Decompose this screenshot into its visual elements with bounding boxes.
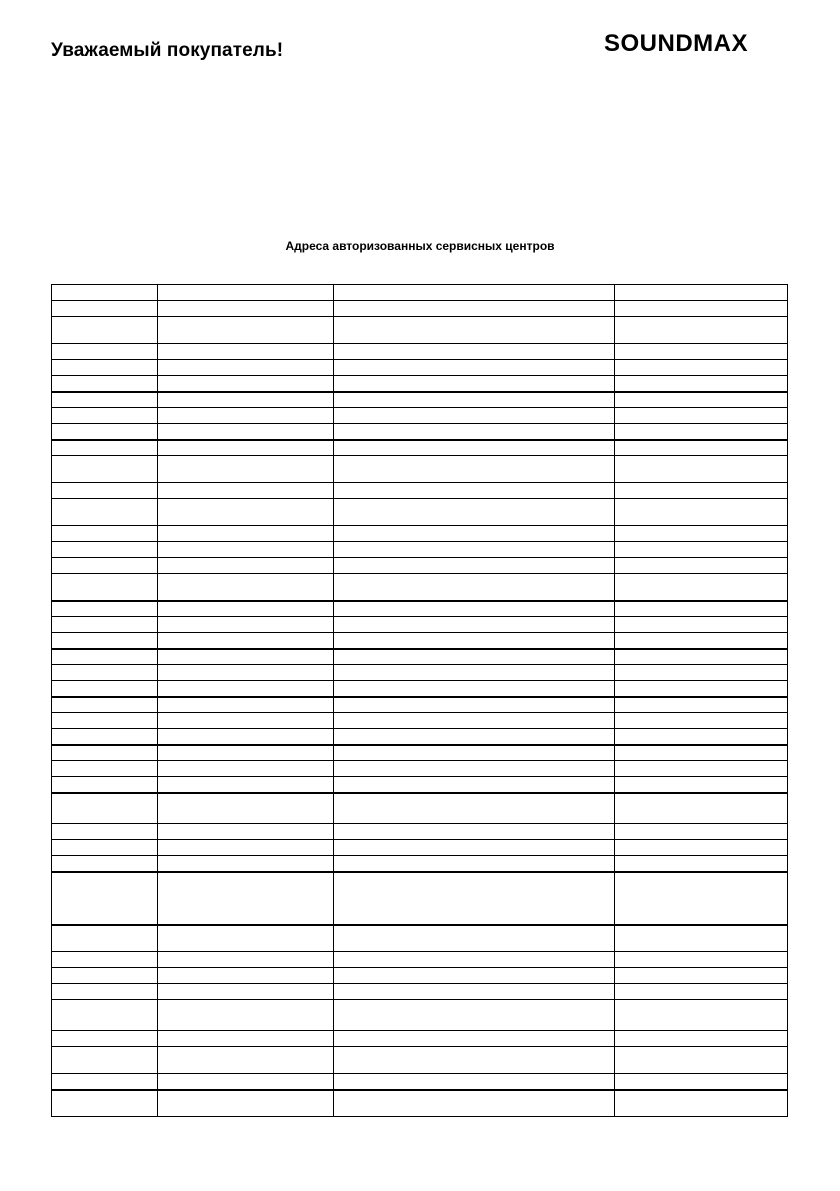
table-cell xyxy=(615,777,788,793)
table-row xyxy=(52,925,788,952)
table-cell xyxy=(615,761,788,777)
table-cell xyxy=(158,456,334,483)
table-cell xyxy=(52,301,158,317)
table-cell xyxy=(615,408,788,424)
table-cell xyxy=(158,968,334,984)
table-cell xyxy=(615,360,788,376)
table-row xyxy=(52,777,788,793)
table-cell xyxy=(52,440,158,456)
table-cell xyxy=(158,745,334,761)
table-cell xyxy=(615,745,788,761)
table-cell xyxy=(615,633,788,649)
brand-logo: SOUNDMAX xyxy=(604,30,749,57)
table-cell xyxy=(52,729,158,745)
table-row xyxy=(52,713,788,729)
table-cell xyxy=(334,574,615,601)
table-row xyxy=(52,697,788,713)
table-cell xyxy=(615,925,788,952)
table-cell xyxy=(334,824,615,840)
table-cell xyxy=(52,745,158,761)
table-cell xyxy=(158,713,334,729)
table-cell xyxy=(334,601,615,617)
table-cell xyxy=(334,872,615,925)
table-cell xyxy=(615,1047,788,1074)
table-cell xyxy=(158,681,334,697)
table-cell xyxy=(615,697,788,713)
table-cell xyxy=(52,456,158,483)
table-row xyxy=(52,729,788,745)
table-row xyxy=(52,793,788,824)
table-cell xyxy=(615,1074,788,1090)
table-cell xyxy=(334,558,615,574)
table-title: Адреса авторизованных сервисных центров xyxy=(285,239,555,253)
table-cell xyxy=(334,424,615,440)
table-cell xyxy=(615,872,788,925)
table-row xyxy=(52,1000,788,1031)
table-row xyxy=(52,558,788,574)
table-cell xyxy=(158,285,334,301)
table-cell xyxy=(52,1047,158,1074)
table-cell xyxy=(52,392,158,408)
table-row xyxy=(52,456,788,483)
page-greeting: Уважаемый покупатель! xyxy=(51,40,284,61)
table-cell xyxy=(52,824,158,840)
table-cell xyxy=(158,574,334,601)
table-cell xyxy=(334,793,615,824)
table-cell xyxy=(158,1074,334,1090)
table-cell xyxy=(334,317,615,344)
table-cell xyxy=(334,697,615,713)
table-row xyxy=(52,499,788,526)
table-cell xyxy=(615,984,788,1000)
table-cell xyxy=(615,617,788,633)
table-cell xyxy=(615,301,788,317)
table-cell xyxy=(52,761,158,777)
table-cell xyxy=(615,681,788,697)
table-cell xyxy=(158,649,334,665)
table-cell xyxy=(334,952,615,968)
table-cell xyxy=(615,1090,788,1117)
table-cell xyxy=(52,526,158,542)
table-cell xyxy=(158,665,334,681)
table-cell xyxy=(158,424,334,440)
table-cell xyxy=(158,952,334,968)
table-cell xyxy=(158,984,334,1000)
table-cell xyxy=(334,925,615,952)
table-cell xyxy=(334,984,615,1000)
table-row xyxy=(52,574,788,601)
table-cell xyxy=(158,793,334,824)
table-row xyxy=(52,1047,788,1074)
table-cell xyxy=(52,499,158,526)
table-cell xyxy=(334,633,615,649)
table-cell xyxy=(334,761,615,777)
table-cell xyxy=(615,729,788,745)
table-row xyxy=(52,649,788,665)
table-cell xyxy=(334,392,615,408)
table-cell xyxy=(334,1074,615,1090)
table-cell xyxy=(52,856,158,872)
table-cell xyxy=(615,483,788,499)
table-cell xyxy=(52,376,158,392)
table-cell xyxy=(158,408,334,424)
table-cell xyxy=(334,408,615,424)
table-cell xyxy=(52,285,158,301)
table-row xyxy=(52,633,788,649)
table-cell xyxy=(334,360,615,376)
table-cell xyxy=(158,499,334,526)
table-cell xyxy=(334,856,615,872)
table-cell xyxy=(158,761,334,777)
table-cell xyxy=(158,344,334,360)
table-row xyxy=(52,424,788,440)
table-cell xyxy=(158,617,334,633)
table-cell xyxy=(158,729,334,745)
table-cell xyxy=(334,649,615,665)
table-cell xyxy=(52,840,158,856)
table-cell xyxy=(52,1000,158,1031)
table-cell xyxy=(615,601,788,617)
table-cell xyxy=(158,856,334,872)
table-cell xyxy=(334,968,615,984)
table-cell xyxy=(158,824,334,840)
table-cell xyxy=(52,574,158,601)
table-cell xyxy=(615,793,788,824)
table-row xyxy=(52,526,788,542)
table-cell xyxy=(334,777,615,793)
table-cell xyxy=(52,317,158,344)
table-cell xyxy=(52,665,158,681)
table-row xyxy=(52,1090,788,1117)
table-cell xyxy=(158,317,334,344)
table-cell xyxy=(52,872,158,925)
table-cell xyxy=(158,1090,334,1117)
table-cell xyxy=(52,984,158,1000)
table-cell xyxy=(334,745,615,761)
table-cell xyxy=(158,376,334,392)
table-row xyxy=(52,483,788,499)
table-cell xyxy=(334,617,615,633)
table-cell xyxy=(334,440,615,456)
table-cell xyxy=(615,713,788,729)
table-cell xyxy=(334,681,615,697)
table-cell xyxy=(334,526,615,542)
table-cell xyxy=(158,925,334,952)
table-cell xyxy=(158,840,334,856)
table-cell xyxy=(52,483,158,499)
table-cell xyxy=(334,665,615,681)
table-cell xyxy=(615,1031,788,1047)
table-row xyxy=(52,968,788,984)
table-cell xyxy=(52,542,158,558)
table-row xyxy=(52,681,788,697)
table-cell xyxy=(52,713,158,729)
table-row xyxy=(52,617,788,633)
table-cell xyxy=(52,1090,158,1117)
table-cell xyxy=(334,840,615,856)
table-cell xyxy=(158,777,334,793)
table-cell xyxy=(615,526,788,542)
table-cell xyxy=(52,777,158,793)
table-cell xyxy=(615,285,788,301)
table-row xyxy=(52,665,788,681)
table-cell xyxy=(334,301,615,317)
table-row xyxy=(52,317,788,344)
table-row xyxy=(52,1074,788,1090)
table-cell xyxy=(615,1000,788,1031)
table-row xyxy=(52,301,788,317)
table-cell xyxy=(158,1000,334,1031)
table-row xyxy=(52,360,788,376)
table-cell xyxy=(52,360,158,376)
table-row xyxy=(52,344,788,360)
table-cell xyxy=(334,499,615,526)
table-row xyxy=(52,542,788,558)
table-cell xyxy=(52,633,158,649)
table-cell xyxy=(158,697,334,713)
table-row xyxy=(52,285,788,301)
table-cell xyxy=(615,499,788,526)
table-row xyxy=(52,952,788,968)
table-cell xyxy=(52,968,158,984)
table-row xyxy=(52,824,788,840)
table-cell xyxy=(158,872,334,925)
table-cell xyxy=(615,344,788,360)
table-cell xyxy=(615,376,788,392)
table-cell xyxy=(158,542,334,558)
table-cell xyxy=(52,697,158,713)
table-cell xyxy=(334,1031,615,1047)
table-cell xyxy=(52,344,158,360)
table-cell xyxy=(615,456,788,483)
table-cell xyxy=(158,440,334,456)
table-row xyxy=(52,392,788,408)
table-cell xyxy=(334,376,615,392)
table-cell xyxy=(615,840,788,856)
table-cell xyxy=(158,392,334,408)
table-cell xyxy=(334,456,615,483)
table-cell xyxy=(158,483,334,499)
table-cell xyxy=(334,344,615,360)
table-row xyxy=(52,840,788,856)
service-centers-table xyxy=(51,284,788,1117)
table-cell xyxy=(334,542,615,558)
table-row xyxy=(52,1031,788,1047)
table-cell xyxy=(615,317,788,344)
table-cell xyxy=(615,542,788,558)
table-cell xyxy=(52,558,158,574)
table-cell xyxy=(615,952,788,968)
table-cell xyxy=(52,617,158,633)
table-cell xyxy=(52,793,158,824)
table-cell xyxy=(615,824,788,840)
table-cell xyxy=(334,1047,615,1074)
table-row xyxy=(52,601,788,617)
table-cell xyxy=(158,526,334,542)
table-cell xyxy=(334,483,615,499)
table-cell xyxy=(615,649,788,665)
table-cell xyxy=(52,952,158,968)
table-cell xyxy=(334,713,615,729)
table-cell xyxy=(334,729,615,745)
table-cell xyxy=(158,1031,334,1047)
table-cell xyxy=(158,360,334,376)
table-cell xyxy=(158,633,334,649)
table-cell xyxy=(52,681,158,697)
table-cell xyxy=(615,665,788,681)
table-cell xyxy=(615,392,788,408)
table-row xyxy=(52,440,788,456)
table-row xyxy=(52,872,788,925)
table-cell xyxy=(158,558,334,574)
table-cell xyxy=(334,1090,615,1117)
table-cell xyxy=(615,558,788,574)
table-row xyxy=(52,408,788,424)
table-cell xyxy=(334,285,615,301)
table-cell xyxy=(52,408,158,424)
table-cell xyxy=(615,440,788,456)
table-cell xyxy=(615,424,788,440)
table-row xyxy=(52,856,788,872)
table-cell xyxy=(615,968,788,984)
table-cell xyxy=(52,1031,158,1047)
table-cell xyxy=(158,301,334,317)
table-cell xyxy=(334,1000,615,1031)
table-row xyxy=(52,745,788,761)
table-row xyxy=(52,761,788,777)
table-cell xyxy=(52,424,158,440)
table-row xyxy=(52,376,788,392)
table-cell xyxy=(52,1074,158,1090)
table-cell xyxy=(615,856,788,872)
table-cell xyxy=(158,601,334,617)
table-cell xyxy=(52,601,158,617)
table-cell xyxy=(615,574,788,601)
table-cell xyxy=(158,1047,334,1074)
table-cell xyxy=(52,649,158,665)
table-cell xyxy=(52,925,158,952)
table-row xyxy=(52,984,788,1000)
